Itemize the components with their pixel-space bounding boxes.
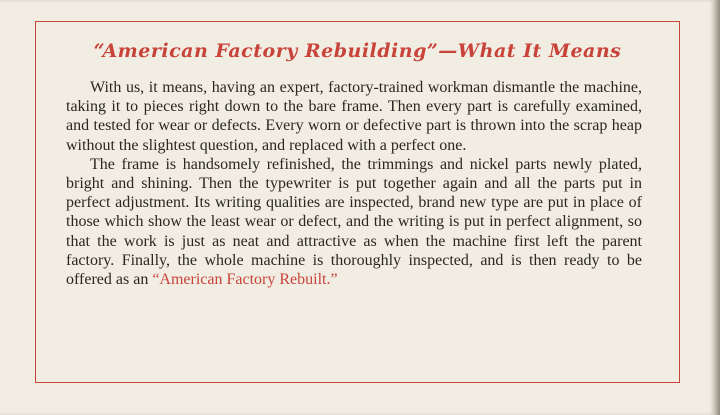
paragraph-2 [66,155,642,289]
paragraph-2-text: The frame is handsomely refinished, the trimmings and nickel parts newly plated, bright and shining. Then the typewriter is put together again and all the parts put in perfect adjustment. Its writing qualities are inspected, brand new type are put in place of those which show the least wear or defect, and the writing is put in perfect alignment, so that the work is just as neat and attractive as when the machine first left the parent factory. Finally, the whole machine is thoroughly inspected, and is then ready to be offered as an [66,155,642,289]
page-edge [714,0,720,415]
paragraph-1: With us, it means, having an expert, factory-trained workman dismantle the machine, taking it to pieces right down to the bare frame. Then every part is carefully examined, and tested for wear or defects. Every worn or defective part is thrown into the scrap heap without the slightest question, and replaced with a perfect one. [66,79,642,154]
highlight-text: “American Factory Rebuilt.” [152,271,338,289]
page-title: “American Factory Rebuilding”—What It Means [93,40,622,62]
body-text [66,78,642,289]
